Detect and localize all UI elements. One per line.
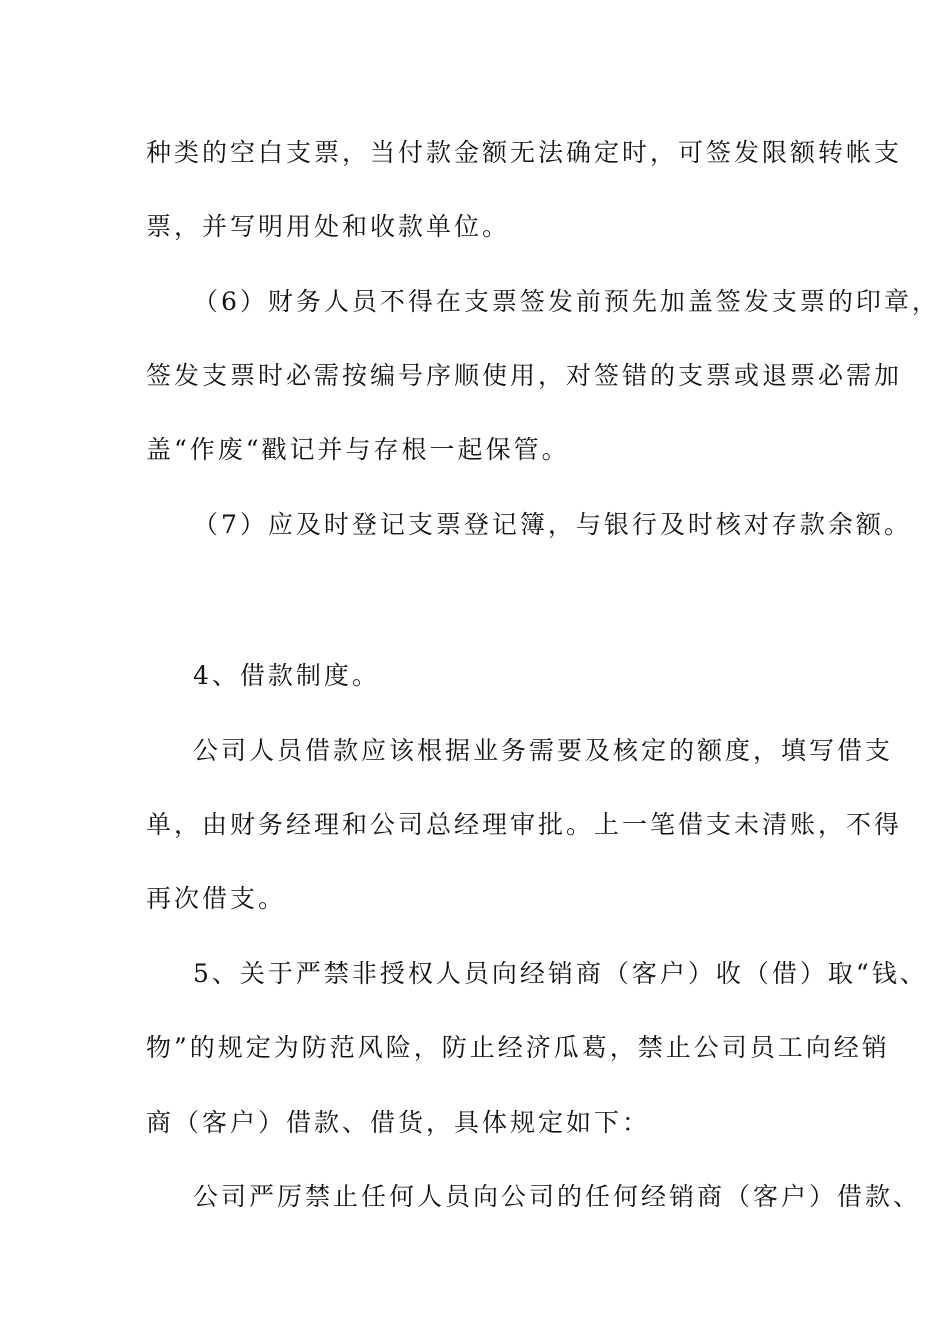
text-line-14: 公司严厉禁止任何人员向公司的任何经销商（客户）借款、: [193, 1182, 922, 1211]
text-line-2: 票，并写明用处和收款单位。: [146, 212, 511, 241]
text-line-3: （6）财务人员不得在支票签发前预先加盖签发支票的印章，: [193, 287, 940, 316]
text-line-1: 种类的空白支票，当付款金额无法确定时，可签发限额转帐支: [146, 138, 903, 167]
text-line-8: 公司人员借款应该根据业务需要及核定的额度，填写借支: [193, 736, 894, 765]
text-line-4: 签发支票时必需按编号序顺使用，对签错的支票或退票必需加: [146, 361, 903, 390]
text-line-5: 盖“作废“戳记并与存根一起保管。: [146, 435, 570, 464]
text-line-13: 商（客户）借款、借货，具体规定如下：: [146, 1108, 651, 1137]
text-line-9: 单，由财务经理和公司总经理审批。上一笔借支未清账，不得: [146, 810, 903, 839]
text-line-12: 物”的规定为防范风险，防止经济瓜葛，禁止公司员工向经销: [146, 1033, 890, 1062]
text-line-7: 4、借款制度。: [193, 661, 380, 690]
text-line-6: （7）应及时登记支票登记簿，与银行及时核对存款余额。: [193, 510, 912, 539]
text-line-11: 5、关于严禁非授权人员向经销商（客户）收（借）取“钱、: [193, 959, 928, 988]
text-line-10: 再次借支。: [146, 884, 287, 913]
